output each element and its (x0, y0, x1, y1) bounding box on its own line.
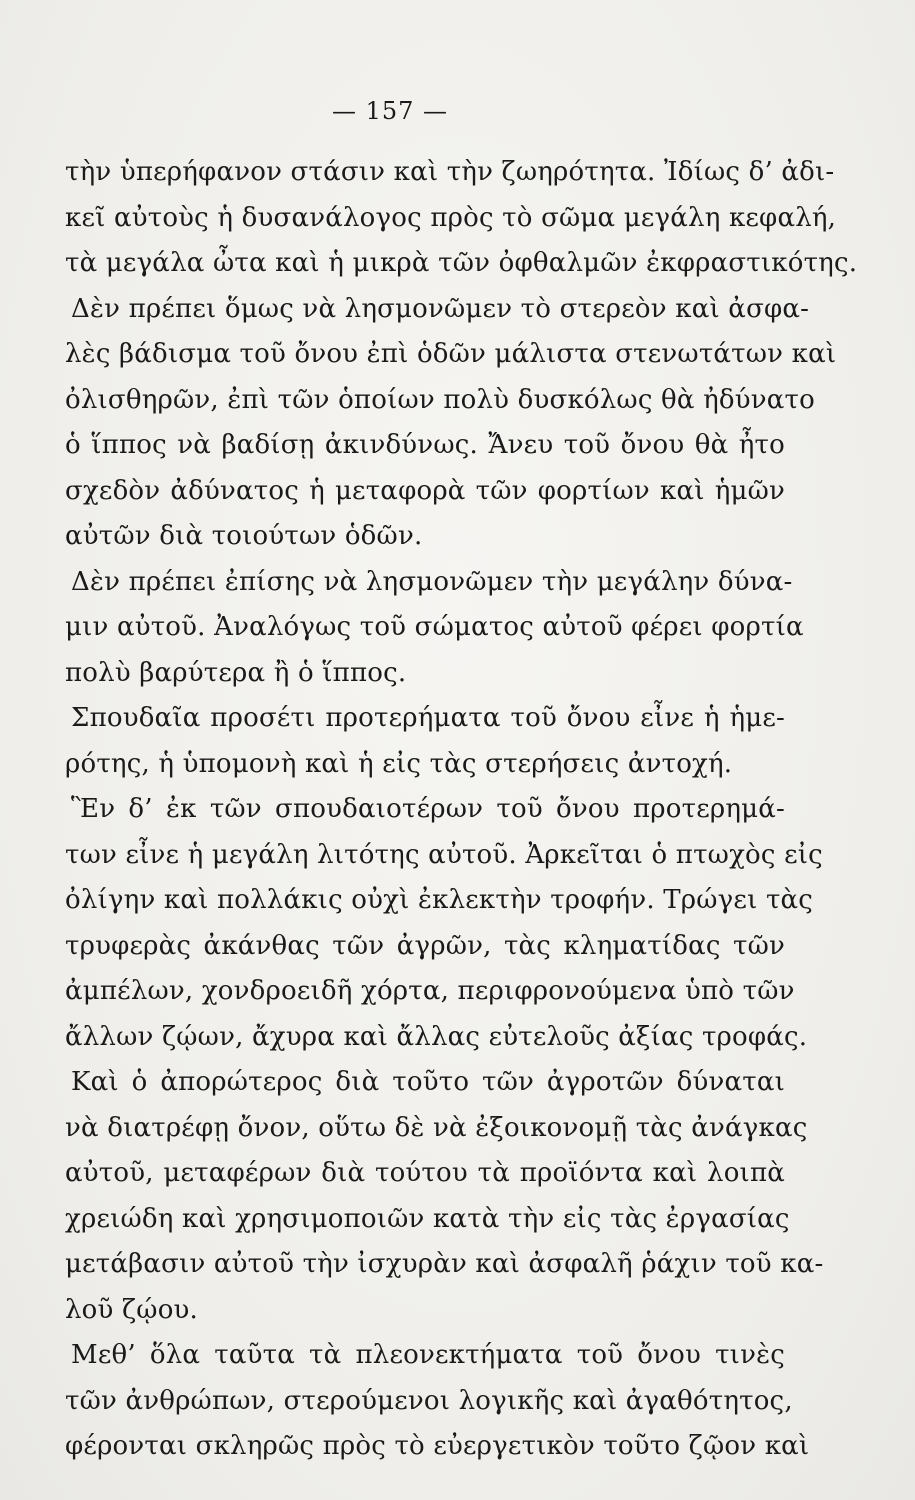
text-line: σχεδὸν ἀδύνατος ἡ μεταφορὰ τῶν φορτίων καὶ ἡμῶν (65, 475, 785, 506)
text-line: τὴν ὑπερήφανον στάσιν καὶ τὴν ζωηρότητα. Ἰδίως δ’ ἀδι- (65, 157, 835, 187)
text-line: Καὶ ὁ ἀπορώτερος διὰ τοῦτο τῶν ἀγροτῶν δύναται (71, 1067, 785, 1097)
text-line: χρειώδη καὶ χρησιμοποιῶν κατὰ τὴν εἰς τὰς ἐργασίας (65, 1203, 790, 1234)
body-text (65, 150, 858, 1470)
text-line: Ἓν δ’ ἐκ τῶν σπουδαιοτέρων τοῦ ὄνου προτερημά- (71, 794, 785, 824)
text-line: μιν αὐτοῦ. Ἀναλόγως τοῦ σώματος αὐτοῦ φέρει φορτία (65, 612, 804, 642)
page-number: — 157 — (331, 97, 449, 125)
text-line: Μεθ’ ὅλα ταῦτα τὰ πλεονεκτήματα τοῦ ὄνου τινὲς (71, 1340, 785, 1370)
text-line: ὁ ἵππος νὰ βαδίσῃ ἀκινδύνως. Ἄνευ τοῦ ὄνου θὰ ἦτο (65, 430, 785, 460)
text-line: Σπουδαῖα προσέτι προτερήματα τοῦ ὄνου εἶνε ἡ ἡμε- (71, 703, 785, 733)
text-line: Δὲν πρέπει ὅμως νὰ λησμονῶμεν τὸ στερεὸν καὶ ἀσφα- (71, 293, 810, 324)
text-line: τῶν ἀνθρώπων, στερούμενοι λογικῆς καὶ ἀγαθότητος, (65, 1385, 793, 1416)
text-line: λὲς βάδισμα τοῦ ὄνου ἐπὶ ὁδῶν μάλιστα στενωτάτων καὶ (65, 339, 837, 369)
text-line: λοῦ ζῴου. (65, 1294, 199, 1325)
text-line: κεῖ αὐτοὺς ἡ δυσανάλογος πρὸς τὸ σῶμα μεγάλη κεφαλή, (65, 202, 837, 233)
text-line: ὀλίγην καὶ πολλάκις οὐχὶ ἐκλεκτὴν τροφήν. Τρώγει τὰς (65, 885, 814, 915)
text-line: τρυφερὰς ἀκάνθας τῶν ἀγρῶν, τὰς κληματίδας τῶν (65, 930, 785, 961)
text-line: αὐτοῦ, μεταφέρων διὰ τούτου τὰ προϊόντα καὶ λοιπὰ (65, 1158, 785, 1188)
text-line: ἄλλων ζῴων, ἄχυρα καὶ ἄλλας εὐτελοῦς ἀξίας τροφάς. (65, 1021, 808, 1052)
text-line: μετάβασιν αὐτοῦ τὴν ἰσχυρὰν καὶ ἀσφαλῆ ῥάχιν τοῦ κα- (65, 1249, 824, 1279)
text-line: αὐτῶν διὰ τοιούτων ὁδῶν. (65, 521, 423, 551)
text-line: νὰ διατρέφῃ ὄνον, οὕτω δὲ νὰ ἐξοικονομῇ τὰς ἀνάγκας (65, 1112, 808, 1143)
text-line: Δὲν πρέπει ἐπίσης νὰ λησμονῶμεν τὴν μεγάλην δύνα- (71, 566, 793, 597)
text-line: φέρονται σκληρῶς πρὸς τὸ εὐεργετικὸν τοῦτο ζῷον καὶ (65, 1431, 810, 1461)
text-line: πολὺ βαρύτερα ἢ ὁ ἵππος. (65, 657, 407, 688)
text-line: των εἶνε ἡ μεγάλη λιτότης αὐτοῦ. Ἀρκεῖται ὁ πτωχὸς εἰς (65, 839, 823, 870)
text-line: ρότης, ἡ ὑπομονὴ καὶ ἡ εἰς τὰς στερήσεις ἀντοχή. (65, 748, 733, 779)
text-line: τὰ μεγάλα ὦτα καὶ ἡ μικρὰ τῶν ὀφθαλμῶν ἐκφραστικότης. (65, 248, 858, 278)
text-line: ὀλισθηρῶν, ἐπὶ τῶν ὁποίων πολὺ δυσκόλως θὰ ἠδύνατο (65, 384, 815, 415)
text-line: ἀμπέλων, χονδροειδῆ χόρτα, περιφρονούμενα ὑπὸ τῶν (65, 976, 795, 1006)
